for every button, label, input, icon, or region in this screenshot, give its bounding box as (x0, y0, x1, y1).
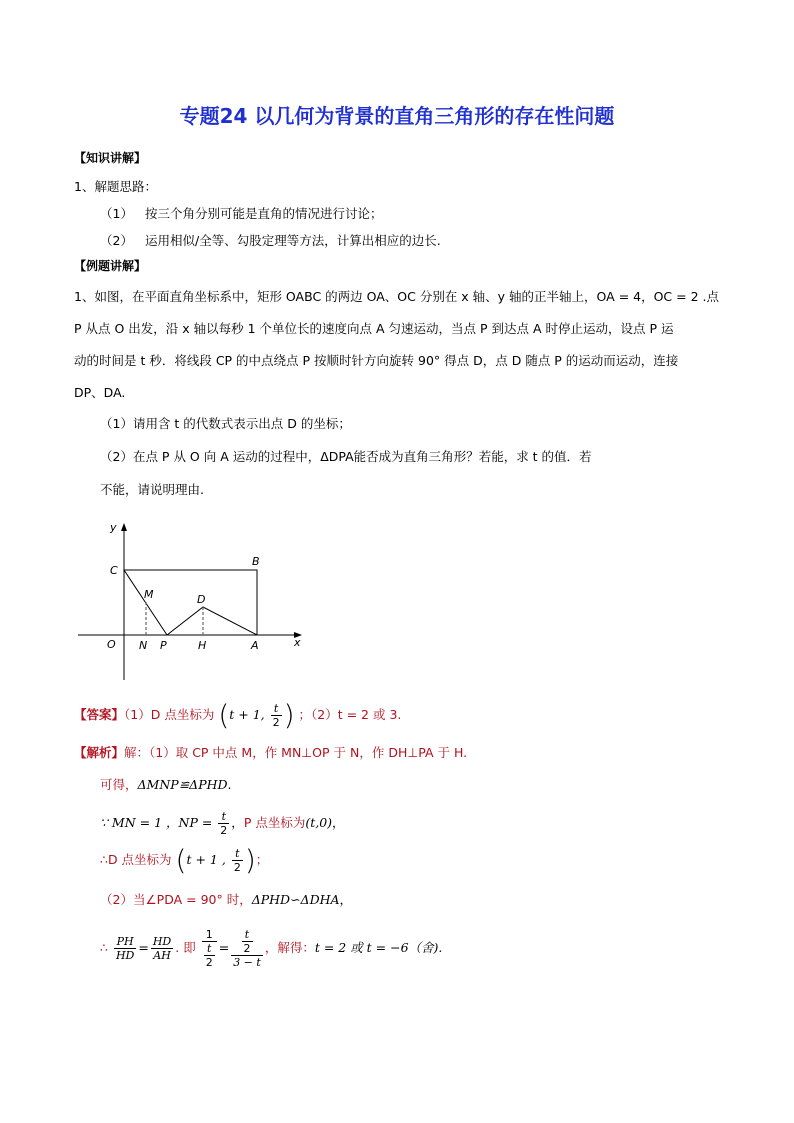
knowledge-item-2-text: 运用相似/全等、勾股定理等方法，计算出相应的边长. (145, 233, 441, 248)
answer-tag: 【答案】 (74, 707, 125, 722)
label-o: O (107, 638, 116, 651)
knowledge-section-header: 【知识讲解】 (74, 151, 147, 165)
problem-line-3: 动的时间是 t 秒．将线段 CP 的中点绕点 P 按顺时针方向旋转 90° 得点 D，点 D 随点 P 的运动而运动，连接 (74, 353, 679, 368)
page-title: 专题24 以几何为背景的直角三角形的存在性问题 (179, 104, 615, 128)
segment-pd-da (167, 607, 257, 635)
analysis-line-6: ∴ $\frac{PH}{HD}$ = $\frac{HD}{AH}$ . 即 $\frac{1}{\frac{t}{2}}$ = $\frac{\frac{t}{2}}{3 - t}$ ，解得：t = 2 或 t = −6（舍). (100, 928, 443, 969)
problem-line-2: P 从点 O 出发，沿 x 轴以每秒 1 个单位长的速度向点 A 匀速运动，当点 P 到达点 A 时停止运动，设点 P 运 (74, 321, 674, 336)
compound-fraction-right: $\frac{\frac{t}{2}}{3 - t}$ (233, 928, 261, 969)
rectangle-oabc (124, 570, 257, 635)
label-n: N (139, 639, 148, 652)
compound-fraction-left: $\frac{1}{\frac{t}{2}}$ (202, 928, 217, 969)
problem-line-1: 1、如图，在平面直角坐标系中，矩形 OABC 的两边 OA、OC 分别在 x 轴、y 轴的正半轴上，OA = 4，OC = 2 .点 (74, 289, 719, 304)
problem-question-2: （2）在点 P 从 O 向 A 运动的过程中，ΔDPA能否成为直角三角形？若能，求 t 的值．若 (100, 449, 592, 464)
label-x: x (294, 636, 301, 649)
label-y: y (110, 521, 117, 534)
problem-line-4: DP、DA. (74, 385, 126, 400)
analysis-tag: 【解析】 (74, 745, 125, 760)
problem-question-1: （1）请用含 t 的代数式表示出点 D 的坐标； (100, 416, 351, 431)
example-section-header: 【例题讲解】 (74, 259, 147, 273)
analysis-line-5: （2）当∠PDA = 90° 时，ΔPHD∽ΔDHA， (100, 892, 353, 907)
knowledge-item-1-num: （1） (100, 206, 133, 221)
geometry-figure (70, 515, 310, 685)
label-p: P (160, 639, 167, 652)
label-c: C (110, 564, 118, 577)
answer-part-1: （1）D 点坐标为 (124, 707, 215, 722)
knowledge-item-2-num: （2） (100, 233, 133, 248)
answer-part-2: ；（2）t = 2 或 3. (298, 707, 402, 722)
label-a: A (251, 639, 259, 652)
label-m: M (144, 588, 154, 601)
analysis-line-3: ∵ MN = 1 ，NP = $\frac{t}{2}$ ，P 点坐标为(t,0)， (100, 810, 345, 837)
knowledge-intro: 1、解题思路： (74, 179, 157, 194)
analysis-line-2: 可得，ΔMNP≌ΔPHD. (100, 777, 232, 792)
problem-question-2-cont: 不能，请说明理由. (100, 482, 204, 497)
analysis-line-1: 【解析】解：（1）取 CP 中点 M，作 MN⊥OP 于 N，作 DH⊥PA 于 H. (74, 745, 468, 760)
knowledge-item-1-text: 按三个角分别可能是直角的情况进行讨论； (145, 206, 383, 221)
label-d: D (197, 593, 206, 606)
answer-line (74, 698, 402, 732)
label-h: H (198, 639, 207, 652)
y-axis-arrow (121, 523, 127, 531)
answer-coordinate: (t + 1, $\frac{t}{2}$ ) (218, 698, 295, 732)
label-b: B (252, 555, 260, 568)
analysis-line-4: ∴D 点坐标为 (t + 1 , $\frac{t}{2}$ )； (100, 843, 269, 877)
